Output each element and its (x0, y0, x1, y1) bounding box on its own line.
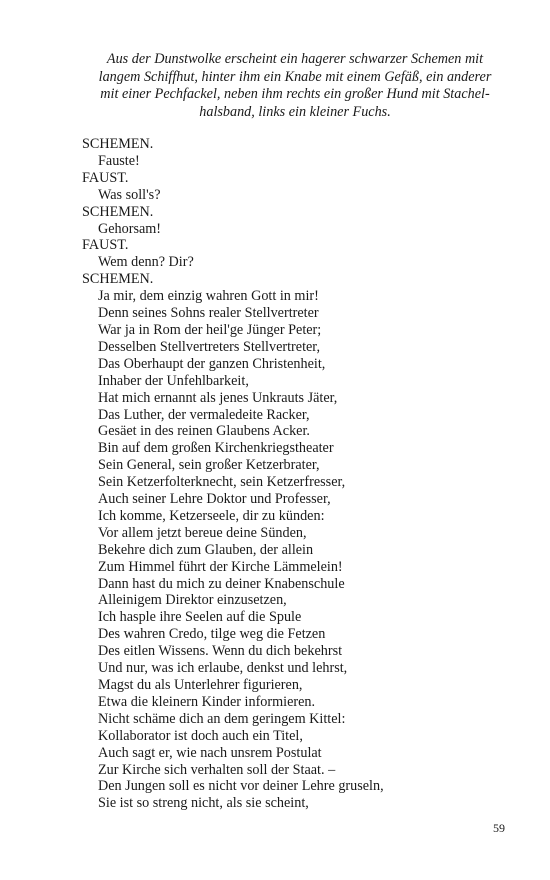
verse-line: Des wahren Credo, tilge weg die Fetzen (98, 626, 326, 643)
verse-line: War ja in Rom der heil'ge Jünger Peter; (98, 321, 322, 338)
verse-line: Sein Ketzerfolterknecht, sein Ketzerfresser, (98, 474, 346, 491)
verse-line: Ja mir, dem einzig wahren Gott in mir! (98, 288, 319, 305)
verse-line: Denn seines Sohns realer Stellvertreter (98, 305, 319, 322)
verse-line: Auch seiner Lehre Doktor und Professer, (98, 491, 331, 508)
verse-line: Und nur, was ich erlaube, denkst und lehrst, (98, 660, 348, 677)
verse-line: Hat mich ernannt als jenes Unkrauts Jäter, (98, 389, 338, 406)
speaker-name: SCHEMEN. (82, 203, 154, 220)
verse-line: Sie ist so streng nicht, als sie scheint, (98, 795, 309, 812)
verse-line: Das Luther, der vermaledeite Racker, (98, 406, 310, 423)
verse-line: Was soll's? (98, 186, 161, 203)
verse-line: Zur Kirche sich verhalten soll der Staat. – (98, 761, 336, 778)
verse-line: Gesäet in des reinen Glaubens Acker. (98, 423, 310, 440)
verse-line: Vor allem jetzt bereue deine Sünden, (98, 524, 307, 541)
verse-line: Gehorsam! (98, 220, 162, 237)
verse-line: Inhaber der Unfehlbarkeit, (98, 372, 249, 389)
verse-line: Auch sagt er, wie nach unsrem Postulat (98, 744, 322, 761)
verse-line: Den Jungen soll es nicht vor deiner Lehre gruseln, (98, 778, 384, 795)
verse-line: Nicht schäme dich an dem geringem Kittel: (98, 710, 346, 727)
verse-line: Sein General, sein großer Ketzerbrater, (98, 457, 320, 474)
verse-line: Alleinigem Direktor einzusetzen, (98, 592, 287, 609)
verse-line: Zum Himmel führt der Kirche Lämmelein! (98, 558, 343, 575)
verse-line: Magst du als Unterlehrer figurieren, (98, 677, 303, 693)
verse-line: Wem denn? Dir? (98, 254, 194, 271)
verse-line: Ich komme, Ketzerseele, dir zu künden: (98, 507, 325, 524)
verse-line: Das Oberhaupt der ganzen Christenheit, (98, 355, 326, 372)
speaker-name: SCHEMEN. (82, 271, 154, 288)
dialogue-text (82, 136, 522, 812)
verse-line: Etwa die kleinern Kinder informieren. (98, 693, 316, 710)
page-number: 59 (493, 821, 505, 835)
stage-direction (80, 51, 510, 121)
verse-line: Fauste! (98, 152, 140, 169)
stage-direction-line: Aus der Dunstwolke erscheint ein hagerer schwarzer Schemen mit (106, 51, 484, 67)
verse-line: Ich hasple ihre Seelen auf die Spule (98, 609, 302, 626)
speaker-name: SCHEMEN. (82, 136, 154, 152)
verse-line: Dann hast du mich zu deiner Knabenschule (98, 575, 345, 592)
verse-line: Bin auf dem großen Kirchenkriegstheater (98, 440, 334, 457)
stage-direction-line: langem Schiffhut, hinter ihm ein Knabe mit einem Gefäß, ein anderer (98, 68, 492, 85)
verse-line: Des eitlen Wissens. Wenn du dich bekehrst (98, 643, 343, 660)
speaker-name: FAUST. (82, 169, 129, 186)
verse-line: Kollaborator ist doch auch ein Titel, (98, 727, 303, 744)
speaker-name: FAUST. (82, 237, 129, 254)
verse-line: Bekehre dich zum Glauben, der allein (98, 541, 314, 558)
stage-direction-line: halsband, links ein kleiner Fuchs. (199, 103, 391, 120)
verse-line: Desselben Stellvertreters Stellvertreter, (98, 338, 321, 355)
stage-direction-line: mit einer Pechfackel, neben ihm rechts ein großer Hund mit Stachel- (100, 86, 490, 103)
